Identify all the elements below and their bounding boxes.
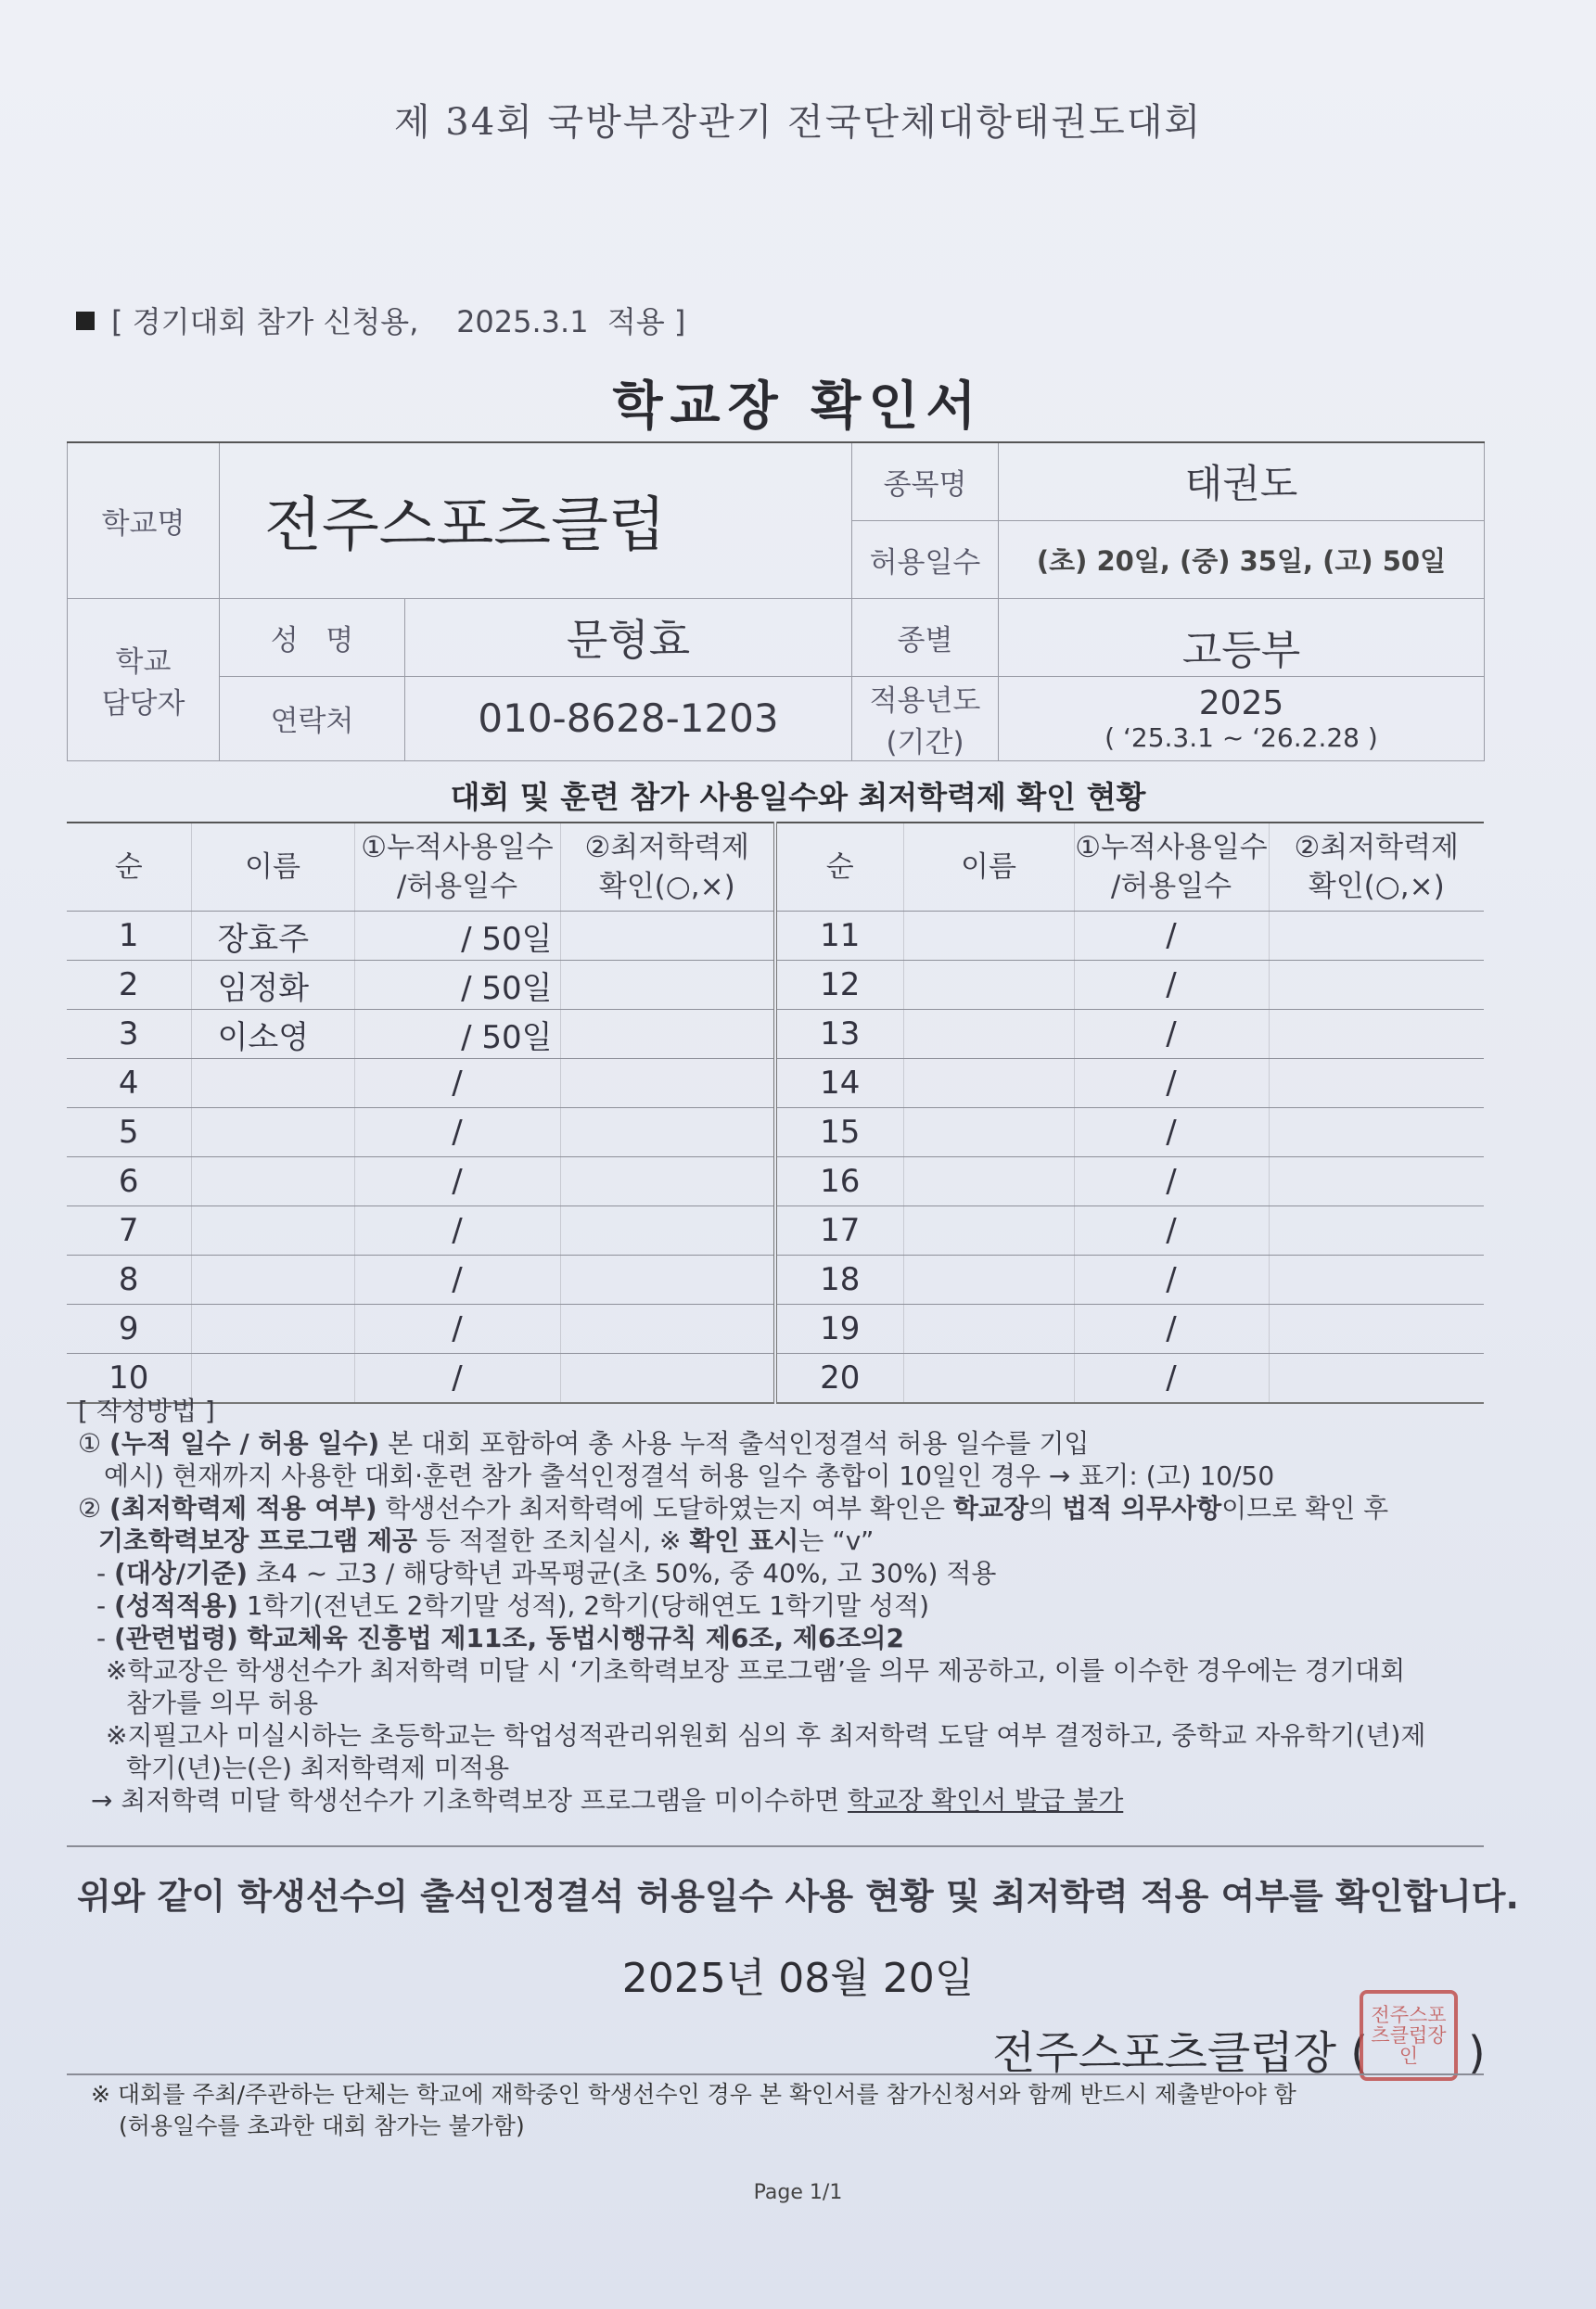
row-name (191, 1305, 354, 1354)
official-seal (1360, 1990, 1458, 2081)
row-no: 1 (67, 912, 191, 961)
row-name: 이소영 (191, 1010, 354, 1059)
issue-date: 2025년 08월 20일 (621, 1955, 975, 2002)
row-min-check (560, 1206, 775, 1256)
row-days: / (354, 1354, 560, 1404)
row-min-check2 (1269, 961, 1484, 1010)
row-min-check2 (1269, 912, 1484, 961)
row-name2 (903, 1157, 1074, 1206)
note-1-example: 예시) 현재까지 사용한 대회·훈련 참가 출석인정결석 허용 일수 총합이 10일인 경우 → 표기: (고) 10/50 (104, 1461, 1275, 1491)
row-no: 3 (67, 1010, 191, 1059)
row-days2: / (1074, 1305, 1269, 1354)
detail-target: - (대상/기준) 초4 ~ 고3 / 해당학년 과목평균(초 50%, 중 40%, 고 30%) 적용 (96, 1558, 997, 1588)
row-name2 (903, 1108, 1074, 1157)
row-min-check2 (1269, 1206, 1484, 1256)
sport-label: 종목명 (852, 442, 999, 520)
row-days: / (354, 1206, 560, 1256)
note-2 (78, 1492, 1497, 1524)
row-days: / (354, 1108, 560, 1157)
row-no: 5 (67, 1108, 191, 1157)
row-days: / 50일 (354, 1010, 560, 1059)
document-title: 학교장 확인서 (612, 376, 984, 437)
row-min-check (560, 1305, 775, 1354)
allowed-days-value: (초) 20일, (중) 35일, (고) 50일 (999, 520, 1485, 598)
notes-heading: [ 작성방법 ] (78, 1396, 215, 1426)
note-2-line2-text: 등 적절한 조치실시, ※ (417, 1525, 690, 1556)
row-name: 임정화 (191, 961, 354, 1010)
row-name (191, 1059, 354, 1108)
note-2-bold-d: 법적 의무사항 (1062, 1493, 1222, 1524)
table-row (67, 1256, 1484, 1305)
row-name (191, 1256, 354, 1305)
detail-target-text: 초4 ~ 고3 / 해당학년 과목평균(초 50%, 중 40%, 고 30%) 적용 (248, 1558, 997, 1588)
row-days2: / (1074, 1354, 1269, 1404)
col-min2-header (1269, 823, 1484, 912)
row-min-check (560, 1059, 775, 1108)
row-min-check (560, 1010, 775, 1059)
row-min-check2 (1269, 1256, 1484, 1305)
col-min-header-line1: ②최저학력제 (584, 831, 750, 864)
note-2-line2-bold2: 확인 표시 (689, 1525, 799, 1556)
arrow-note-text: → 최저학력 미달 학생선수가 기초학력보장 프로그램을 미이수하면 (91, 1785, 849, 1816)
row-min-check2 (1269, 1010, 1484, 1059)
col-name2-header: 이름 (903, 823, 1074, 912)
note-2-text-e: 이므로 확인 후 (1221, 1493, 1389, 1524)
apply-text: [ 경기대회 참가 신청용, 2025.3.1 적용 ] (111, 304, 686, 339)
row-no: 2 (67, 961, 191, 1010)
row-days2: / (1074, 1157, 1269, 1206)
principal-title: 전주스포츠클럽장 ( (992, 2027, 1368, 2079)
row-name2 (903, 1305, 1074, 1354)
row-days2: / (1074, 961, 1269, 1010)
writing-instructions (78, 1395, 1497, 1817)
year-label-line2: (기간) (886, 725, 964, 759)
col-min2-header-line1: ②최저학력제 (1294, 831, 1460, 864)
row-name2 (903, 912, 1074, 961)
table-row (67, 1206, 1484, 1256)
row-days: / 50일 (354, 912, 560, 961)
row-days2: / (1074, 1206, 1269, 1256)
row-days: / (354, 1059, 560, 1108)
row-name2 (903, 1256, 1074, 1305)
school-label: 학교명 (68, 442, 220, 598)
row-min-check (560, 912, 775, 961)
row-no: 10 (67, 1354, 191, 1404)
col-no2-header: 순 (775, 823, 903, 912)
row-no2: 14 (775, 1059, 903, 1108)
row-no: 7 (67, 1206, 191, 1256)
apply-line (76, 299, 685, 341)
detail-grades-bold: (성적적용) (114, 1590, 238, 1621)
row-min-check2 (1269, 1059, 1484, 1108)
year-cell (999, 676, 1485, 760)
row-name2 (903, 1010, 1074, 1059)
row-min-check2 (1269, 1108, 1484, 1157)
page-number: Page 1/1 (753, 2181, 843, 2204)
divider (67, 1845, 1484, 1847)
row-no: 4 (67, 1059, 191, 1108)
row-no2: 17 (775, 1206, 903, 1256)
note-1 (78, 1427, 1497, 1460)
note-1-bold: (누적 일수 / 허용 일수) (109, 1428, 380, 1459)
note-2-line2-bold: 기초학력보장 프로그램 제공 (98, 1525, 418, 1556)
row-no2: 16 (775, 1157, 903, 1206)
table-row (67, 1157, 1484, 1206)
manager-label-line2: 담당자 (101, 686, 185, 721)
row-no2: 13 (775, 1010, 903, 1059)
special-note-1: ※학교장은 학생선수가 최저학력 미달 시 ‘기초학력보장 프로그램’을 의무 제공하고, 이를 이수한 경우에는 경기대회 (106, 1655, 1406, 1686)
arrow-note (78, 1784, 1497, 1817)
row-min-check (560, 1157, 775, 1206)
school-name: 전주스포츠클럽 (220, 442, 852, 598)
row-name2 (903, 1059, 1074, 1108)
row-name2 (903, 1206, 1074, 1256)
divider (67, 2073, 1484, 2075)
row-days: / (354, 1256, 560, 1305)
special-note-1-cont: 참가를 의무 허용 (126, 1688, 319, 1718)
table-row (67, 912, 1484, 961)
status-section-title: 대회 및 훈련 참가 사용일수와 최저학력제 확인 현황 (450, 779, 1146, 815)
seal-text: 전주스포츠클럽장인 (1371, 2004, 1447, 2067)
col-min-header (560, 823, 775, 912)
footnote-line1: ※ 대회를 주최/주관하는 단체는 학교에 재학중인 학생선수인 경우 본 확인서를 참가신청서와 함께 반드시 제출받아야 함 (91, 2081, 1296, 2108)
row-name (191, 1206, 354, 1256)
sport-value: 태권도 (999, 442, 1485, 520)
note-2-text-c: 의 (1028, 1493, 1063, 1524)
row-min-check (560, 1108, 775, 1157)
row-name2 (903, 961, 1074, 1010)
row-no: 9 (67, 1305, 191, 1354)
row-no2: 19 (775, 1305, 903, 1354)
row-no: 8 (67, 1256, 191, 1305)
category-label: 종별 (852, 598, 999, 676)
row-no: 6 (67, 1157, 191, 1206)
col-days-header-line1: ①누적사용일수 (361, 831, 554, 864)
detail-law: - (관련법령) 학교체육 진흥법 제11조, 동법시행규칙 제6조, 제6조의2 (96, 1623, 904, 1653)
manager-label-line1: 학교 (115, 644, 172, 679)
principal-close: ) (1467, 2027, 1486, 2079)
table-row (67, 1059, 1484, 1108)
note-2-line2-text2: 는 “v” (798, 1525, 875, 1556)
confirm-statement: 위와 같이 학생선수의 출석인정결석 허용일수 사용 현황 및 최저학력 적용 여부를 확인합니다. (77, 1876, 1519, 1917)
row-days: / (354, 1157, 560, 1206)
contact-value: 010-8628-1203 (405, 676, 852, 760)
square-bullet-icon (76, 312, 95, 330)
row-name: 장효주 (191, 912, 354, 961)
col-min-header-line2: 확인(○,×) (598, 870, 735, 903)
col-days2-header-line2: /허용일수 (1110, 870, 1232, 903)
row-no2: 11 (775, 912, 903, 961)
col-name-header: 이름 (191, 823, 354, 912)
row-days2: / (1074, 1010, 1269, 1059)
period-value: ( ‘25.3.1 ~ ‘26.2.28 ) (1104, 721, 1378, 753)
table-row (67, 1305, 1484, 1354)
row-days2: / (1074, 1059, 1269, 1108)
detail-grades: - (성적적용) 1학기(전년도 2학기말 성적), 2학기(당해연도 1학기말 성적) (96, 1590, 930, 1621)
status-table (67, 822, 1484, 1404)
row-no2: 18 (775, 1256, 903, 1305)
col-days2-header-line1: ①누적사용일수 (1075, 831, 1268, 864)
row-name (191, 1108, 354, 1157)
table-row (67, 961, 1484, 1010)
note-1-num: ① (78, 1428, 110, 1459)
row-min-check (560, 1256, 775, 1305)
year-label-line1: 적용년도 (869, 683, 981, 718)
category-value: 고등부 (999, 598, 1485, 676)
detail-grades-text: 1학기(전년도 2학기말 성적), 2학기(당해연도 1학기말 성적) (237, 1590, 930, 1621)
col-min2-header-line2: 확인(○,×) (1308, 870, 1445, 903)
year-label (852, 676, 999, 760)
detail-target-bold: (대상/기준) (114, 1558, 249, 1588)
row-days2: / (1074, 1108, 1269, 1157)
manager-name: 문형효 (405, 598, 852, 676)
col-days-header-line2: /허용일수 (396, 870, 518, 903)
row-days: / (354, 1305, 560, 1354)
name-label: 성 명 (220, 598, 405, 676)
note-2-num: ② (78, 1493, 110, 1524)
event-title: 제 34회 국방부장관기 전국단체대항태권도대회 (393, 101, 1203, 144)
row-no2: 15 (775, 1108, 903, 1157)
row-days2: / (1074, 912, 1269, 961)
footnote-line2: (허용일수를 초과한 대회 참가는 불가함) (119, 2112, 525, 2139)
col-no-header: 순 (67, 823, 191, 912)
table-row (67, 1108, 1484, 1157)
row-no2: 12 (775, 961, 903, 1010)
allowed-days-label: 허용일수 (852, 520, 999, 598)
detail-law-bold: (관련법령) 학교체육 진흥법 제11조, 동법시행규칙 제6조, 제6조의2 (114, 1623, 904, 1653)
note-2-bold-b: 학교장 (952, 1493, 1029, 1524)
manager-label (68, 598, 220, 760)
year-value: 2025 (1198, 683, 1284, 722)
col-days2-header (1074, 823, 1269, 912)
row-no2: 20 (775, 1354, 903, 1404)
table-row (67, 1010, 1484, 1059)
row-days: / 50일 (354, 961, 560, 1010)
row-min-check2 (1269, 1157, 1484, 1206)
arrow-note-underlined: 학교장 확인서 발급 불가 (848, 1785, 1124, 1816)
footnote (91, 2079, 1491, 2142)
row-name (191, 1157, 354, 1206)
special-note-2: ※지필고사 미실시하는 초등학교는 학업성적관리위원회 심의 후 최저학력 도달 여부 결정하고, 중학교 자유학기(년)제 (106, 1720, 1426, 1751)
note-1-text: 본 대회 포함하여 총 사용 누적 출석인정결석 허용 일수를 기입 (379, 1428, 1090, 1459)
school-info-table (67, 441, 1485, 761)
special-note-2-cont: 학기(년)는(은) 최저학력제 미적용 (126, 1753, 510, 1783)
contact-label: 연락처 (220, 676, 405, 760)
row-min-check2 (1269, 1305, 1484, 1354)
note-2-bold: (최저학력제 적용 여부) (109, 1493, 377, 1524)
note-2-line2 (78, 1524, 1497, 1557)
row-days2: / (1074, 1256, 1269, 1305)
row-min-check (560, 961, 775, 1010)
note-2-text-a: 학생선수가 최저학력에 도달하였는지 여부 확인은 (377, 1493, 953, 1524)
col-days-header (354, 823, 560, 912)
